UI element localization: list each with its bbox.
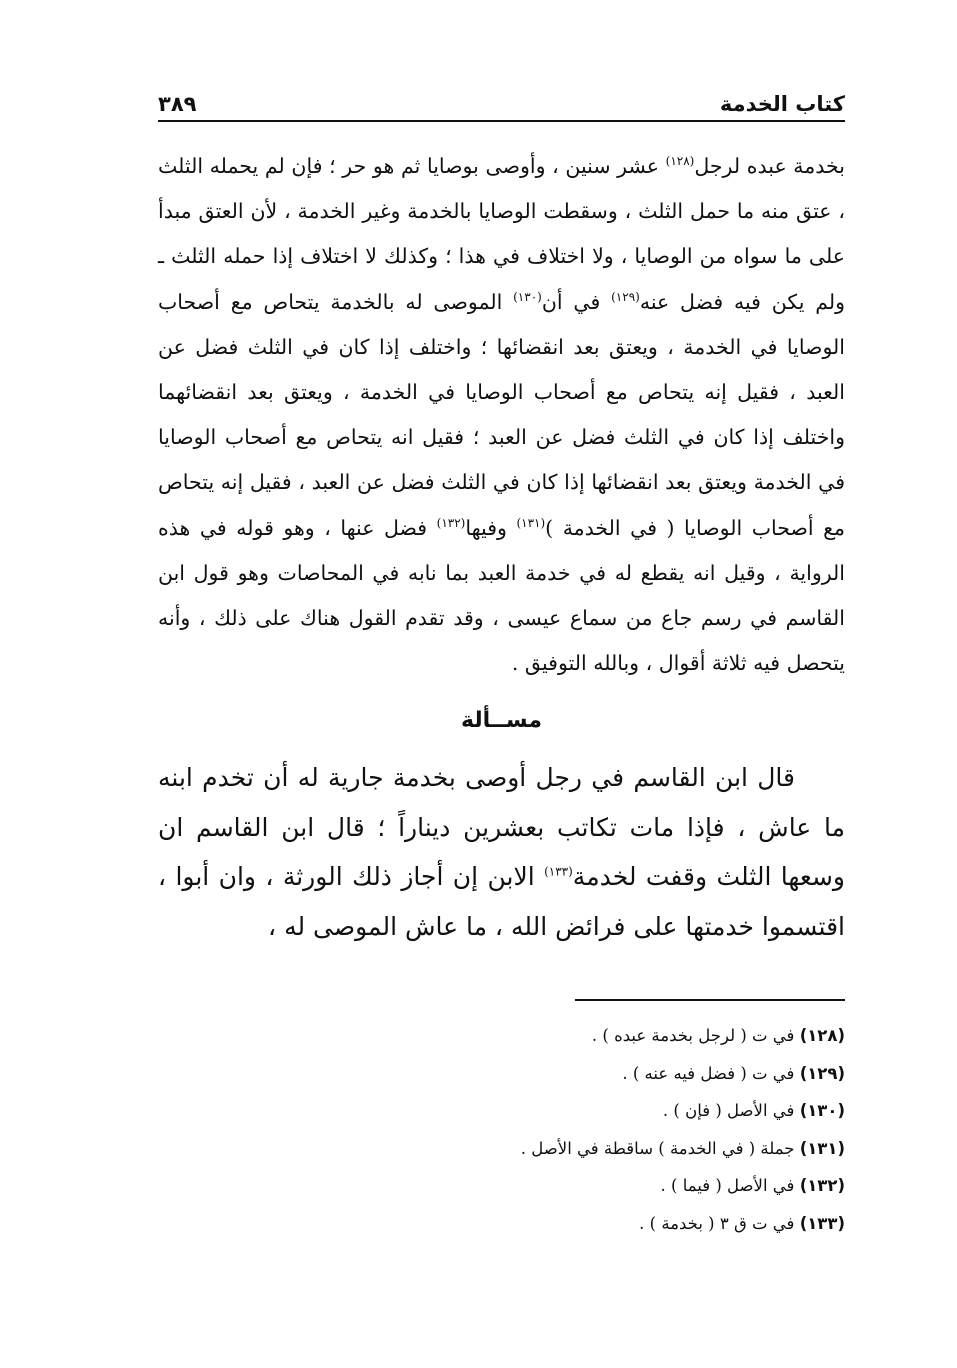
footnote-133: (١٣٣) في ت ق ٣ ( بخدمة ) . — [639, 1213, 845, 1233]
footnote-ref-130: (١٣٠) — [513, 289, 542, 304]
text-run: قال ابن القاسم في رجل أوصى بخدمة جارية له أن تخدم ابنه ما عاش ، فإذا مات تكاتب بعشرين ديناراً ؛ قال ابن القاسم ان وسعها الثلث وقفت لخدمة — [158, 763, 845, 892]
footnote-129: (١٢٩) في ت ( فضل فيه عنه ) . — [622, 1063, 845, 1083]
page — [158, 80, 845, 1242]
text-run: فضل عنها ، وهو قوله في هذه الرواية ، وقيل انه يقطع له في خدمة العبد بما نابه في المحاصات وهو قول ابن القاسم في رسم جاع من سماع عيسى ، وقد تقدم القول هناك على ذلك ، وأنه يتحصل فيه ثلاثة أقوال ، وبالله التوفيق . — [158, 515, 845, 676]
text-run: عشر سنين ، وأوصى بوصايا ثم هو حر ؛ فإن لم يحمله الثلث ، عتق منه ما حمل الثلث ، وسقطت الوصايا بالخدمة وغير الخدمة ، لأن العتق مبدأ على ما سواه من الوصايا ، ولا اختلاف في هذا ؛ وكذلك لا اختلاف إذا حمله الثلث ـ ولم يكن فيه فضل عنه — [158, 154, 845, 314]
page-number: ٣٨٩ — [158, 92, 197, 116]
footnote-ref-129: (١٢٩) — [611, 289, 640, 304]
section-heading: مســألة — [461, 708, 542, 734]
text-run: الموصى له بالخدمة يتحاص مع أصحاب الوصايا في الخدمة ، ويعتق بعد انقضائها ؛ واختلف إذا كان في الثلث فضل عن العبد ، فقيل إنه يتحاص مع أصحاب الوصايا في الخدمة ، ويعتق بعد انقضائهما واختلف إذا كان في الثلث فضل عن العبد ؛ فقيل انه يتحاص مع أصحاب الوصايا في الخدمة ويعتق بعد انقضائها إذا كان في الثلث فضل عن العبد ، فقيل إنه يتحاص مع أصحاب الوصايا ( في الخدمة ) — [158, 289, 846, 540]
footnote-separator — [575, 999, 845, 1001]
chapter-title: كتاب الخدمة — [719, 92, 845, 116]
running-header — [158, 80, 845, 116]
main-paragraph — [158, 144, 845, 686]
footnote-ref-131: (١٣١) — [516, 515, 546, 530]
text-run: في أن — [541, 289, 612, 314]
text-run: وفيها — [465, 515, 517, 540]
text-run: الابن إن أجاز ذلك الورثة ، وان أبوا ، اقتسموا خدمتها على فرائض الله ، ما عاش الموصى له ، — [158, 862, 845, 941]
footnote-130: (١٣٠) في الأصل ( فإن ) . — [662, 1101, 845, 1121]
footnote-128: (١٢٨) في ت ( لرجل بخدمة عبده ) . — [591, 1026, 845, 1046]
footnote-131: (١٣١) جملة ( في الخدمة ) ساقطة في الأصل . — [520, 1138, 845, 1158]
footnote-ref-128: (١٢٨) — [665, 154, 695, 169]
footnote-ref-132: (١٣٢) — [436, 515, 466, 530]
footnote-132: (١٣٢) في الأصل ( فيما ) . — [660, 1176, 845, 1196]
footnotes — [158, 1017, 845, 1242]
footnote-ref-133: (١٣٣) — [544, 865, 573, 880]
header-rule — [158, 120, 845, 122]
text-run: بخدمة عبده لرجل — [694, 154, 845, 178]
second-paragraph — [158, 753, 845, 951]
